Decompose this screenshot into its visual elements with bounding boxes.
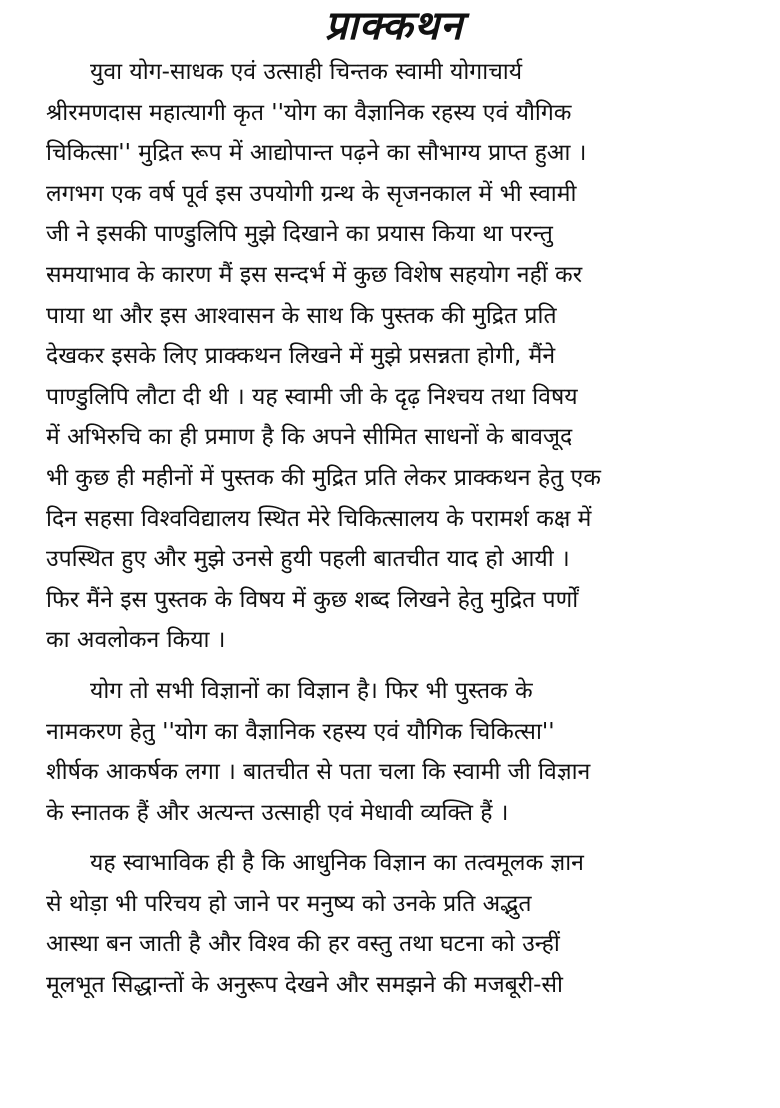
text-line: चिकित्सा'' मुद्रित रूप में आद्योपान्त पढ़ने का सौभाग्य प्राप्त हुआ । xyxy=(46,140,587,167)
text-line: लगभग एक वर्ष पूर्व इस उपयोगी ग्रन्थ के सृजनकाल में भी स्वामी xyxy=(46,180,577,207)
paragraph-spacer xyxy=(46,833,742,843)
text-line: श्रीरमणदास महात्यागी कृत ''योग का वैज्ञानिक रहस्य एवं यौगिक xyxy=(46,99,572,126)
text-line: फिर मैंने इस पुस्तक के विषय में कुछ शब्द लिखने हेतु मुद्रित पर्णों xyxy=(46,586,579,613)
paragraph-3 xyxy=(46,843,742,1005)
text-line: के स्नातक हैं और अत्यन्त उत्साही एवं मेधावी व्यक्ति हैं । xyxy=(46,799,509,826)
text-line: पाया था और इस आश्वासन के साथ कि पुस्तक की मुद्रित प्रति xyxy=(46,302,557,329)
text-line: भी कुछ ही महीनों में पुस्तक की मुद्रित प्रति लेकर प्राक्कथन हेतु एक xyxy=(46,464,601,491)
text-line: नामकरण हेतु ''योग का वैज्ञानिक रहस्य एवं यौगिक चिकित्सा'' xyxy=(46,718,555,745)
text-line: आस्था बन जाती है और विश्व की हर वस्तु तथा घटना को उन्हीं xyxy=(46,931,560,958)
text-line: युवा योग-साधक एवं उत्साही चिन्तक स्वामी योगाचार्य xyxy=(90,59,523,85)
text-line: पाण्डुलिपि लौटा दी थी । यह स्वामी जी के दृढ़ निश्चय तथा विषय xyxy=(46,383,578,410)
text-line: जी ने इसकी पाण्डुलिपि मुझे दिखाने का प्रयास किया था परन्तु xyxy=(46,221,553,248)
text-line: उपस्थित हुए और मुझे उनसे हुयी पहली बातचीत याद हो आयी । xyxy=(46,546,570,573)
text-line: से थोड़ा भी परिचय हो जाने पर मनुष्य को उनके प्रति अद्भुत xyxy=(46,890,532,917)
text-line: यह स्वाभाविक ही है कि आधुनिक विज्ञान का तत्वमूलक ज्ञान xyxy=(90,850,584,877)
text-line: का अवलोकन किया । xyxy=(46,627,226,654)
text-line: दिन सहसा विश्वविद्यालय स्थित मेरे चिकित्सालय के परामर्श कक्ष में xyxy=(46,505,592,532)
text-line: शीर्षक आकर्षक लगा । बातचीत से पता चला कि स्वामी जी विज्ञान xyxy=(46,759,591,786)
text-line: में अभिरुचि का ही प्रमाण है कि अपने सीमित साधनों के बावजूद xyxy=(46,424,573,451)
text-line: मूलभूत सिद्धान्तों के अनुरूप देखने और समझने की मजबूरी-सी xyxy=(46,972,563,999)
paragraph-spacer xyxy=(46,661,742,671)
page-title: प्राक्कथन xyxy=(324,3,464,49)
text-line: योग तो सभी विज्ञानों का विज्ञान है। फिर भी पुस्तक के xyxy=(90,677,533,704)
text-line: समयाभाव के कारण मैं इस सन्दर्भ में कुछ विशेष सहयोग नहीं कर xyxy=(46,261,583,288)
paragraph-2 xyxy=(46,671,742,833)
text-line: देखकर इसके लिए प्राक्कथन लिखने में मुझे प्रसन्नता होगी, मैंने xyxy=(46,343,556,370)
paragraph-1 xyxy=(46,52,742,661)
